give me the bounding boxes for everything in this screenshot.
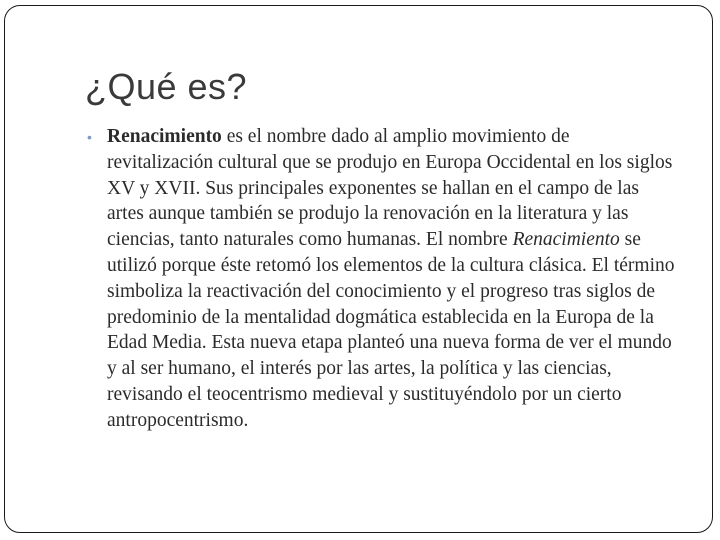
bullet-item	[87, 124, 687, 434]
term-bold: Renacimiento	[107, 126, 222, 147]
bullet-marker-icon: •	[87, 129, 92, 145]
bullet-paragraph	[87, 124, 679, 434]
paragraph-text-part-1: es el nombre dado al amplio movimiento de revitalización cultural que se produjo en Europa Occidental en los siglos XV y XVII. Sus principales exponentes se hallan en el campo de las artes aunque también se produjo la renovación en la literatura y las ciencias, tanto naturales como humanas. El nombre	[107, 126, 673, 251]
term-italic: Renacimiento	[512, 229, 620, 251]
slide-title: ¿Qué es?	[85, 66, 248, 107]
slide-body	[87, 124, 687, 434]
paragraph-text-part-2: se utilizó porque éste retomó los elementos de la cultura clásica. El término simboliza la reactivación del conocimiento y el progreso tras siglos de predominio de la mentalidad dogmática establecida en la Europa de la Edad Media. Esta nueva etapa planteó una nueva forma de ver el mundo y al ser humano, el interés por las artes, la política y las ciencias, revisando el teocentrismo medieval y sustituyéndolo por un cierto antropocentrismo.	[107, 229, 675, 431]
slide-frame	[4, 5, 713, 533]
